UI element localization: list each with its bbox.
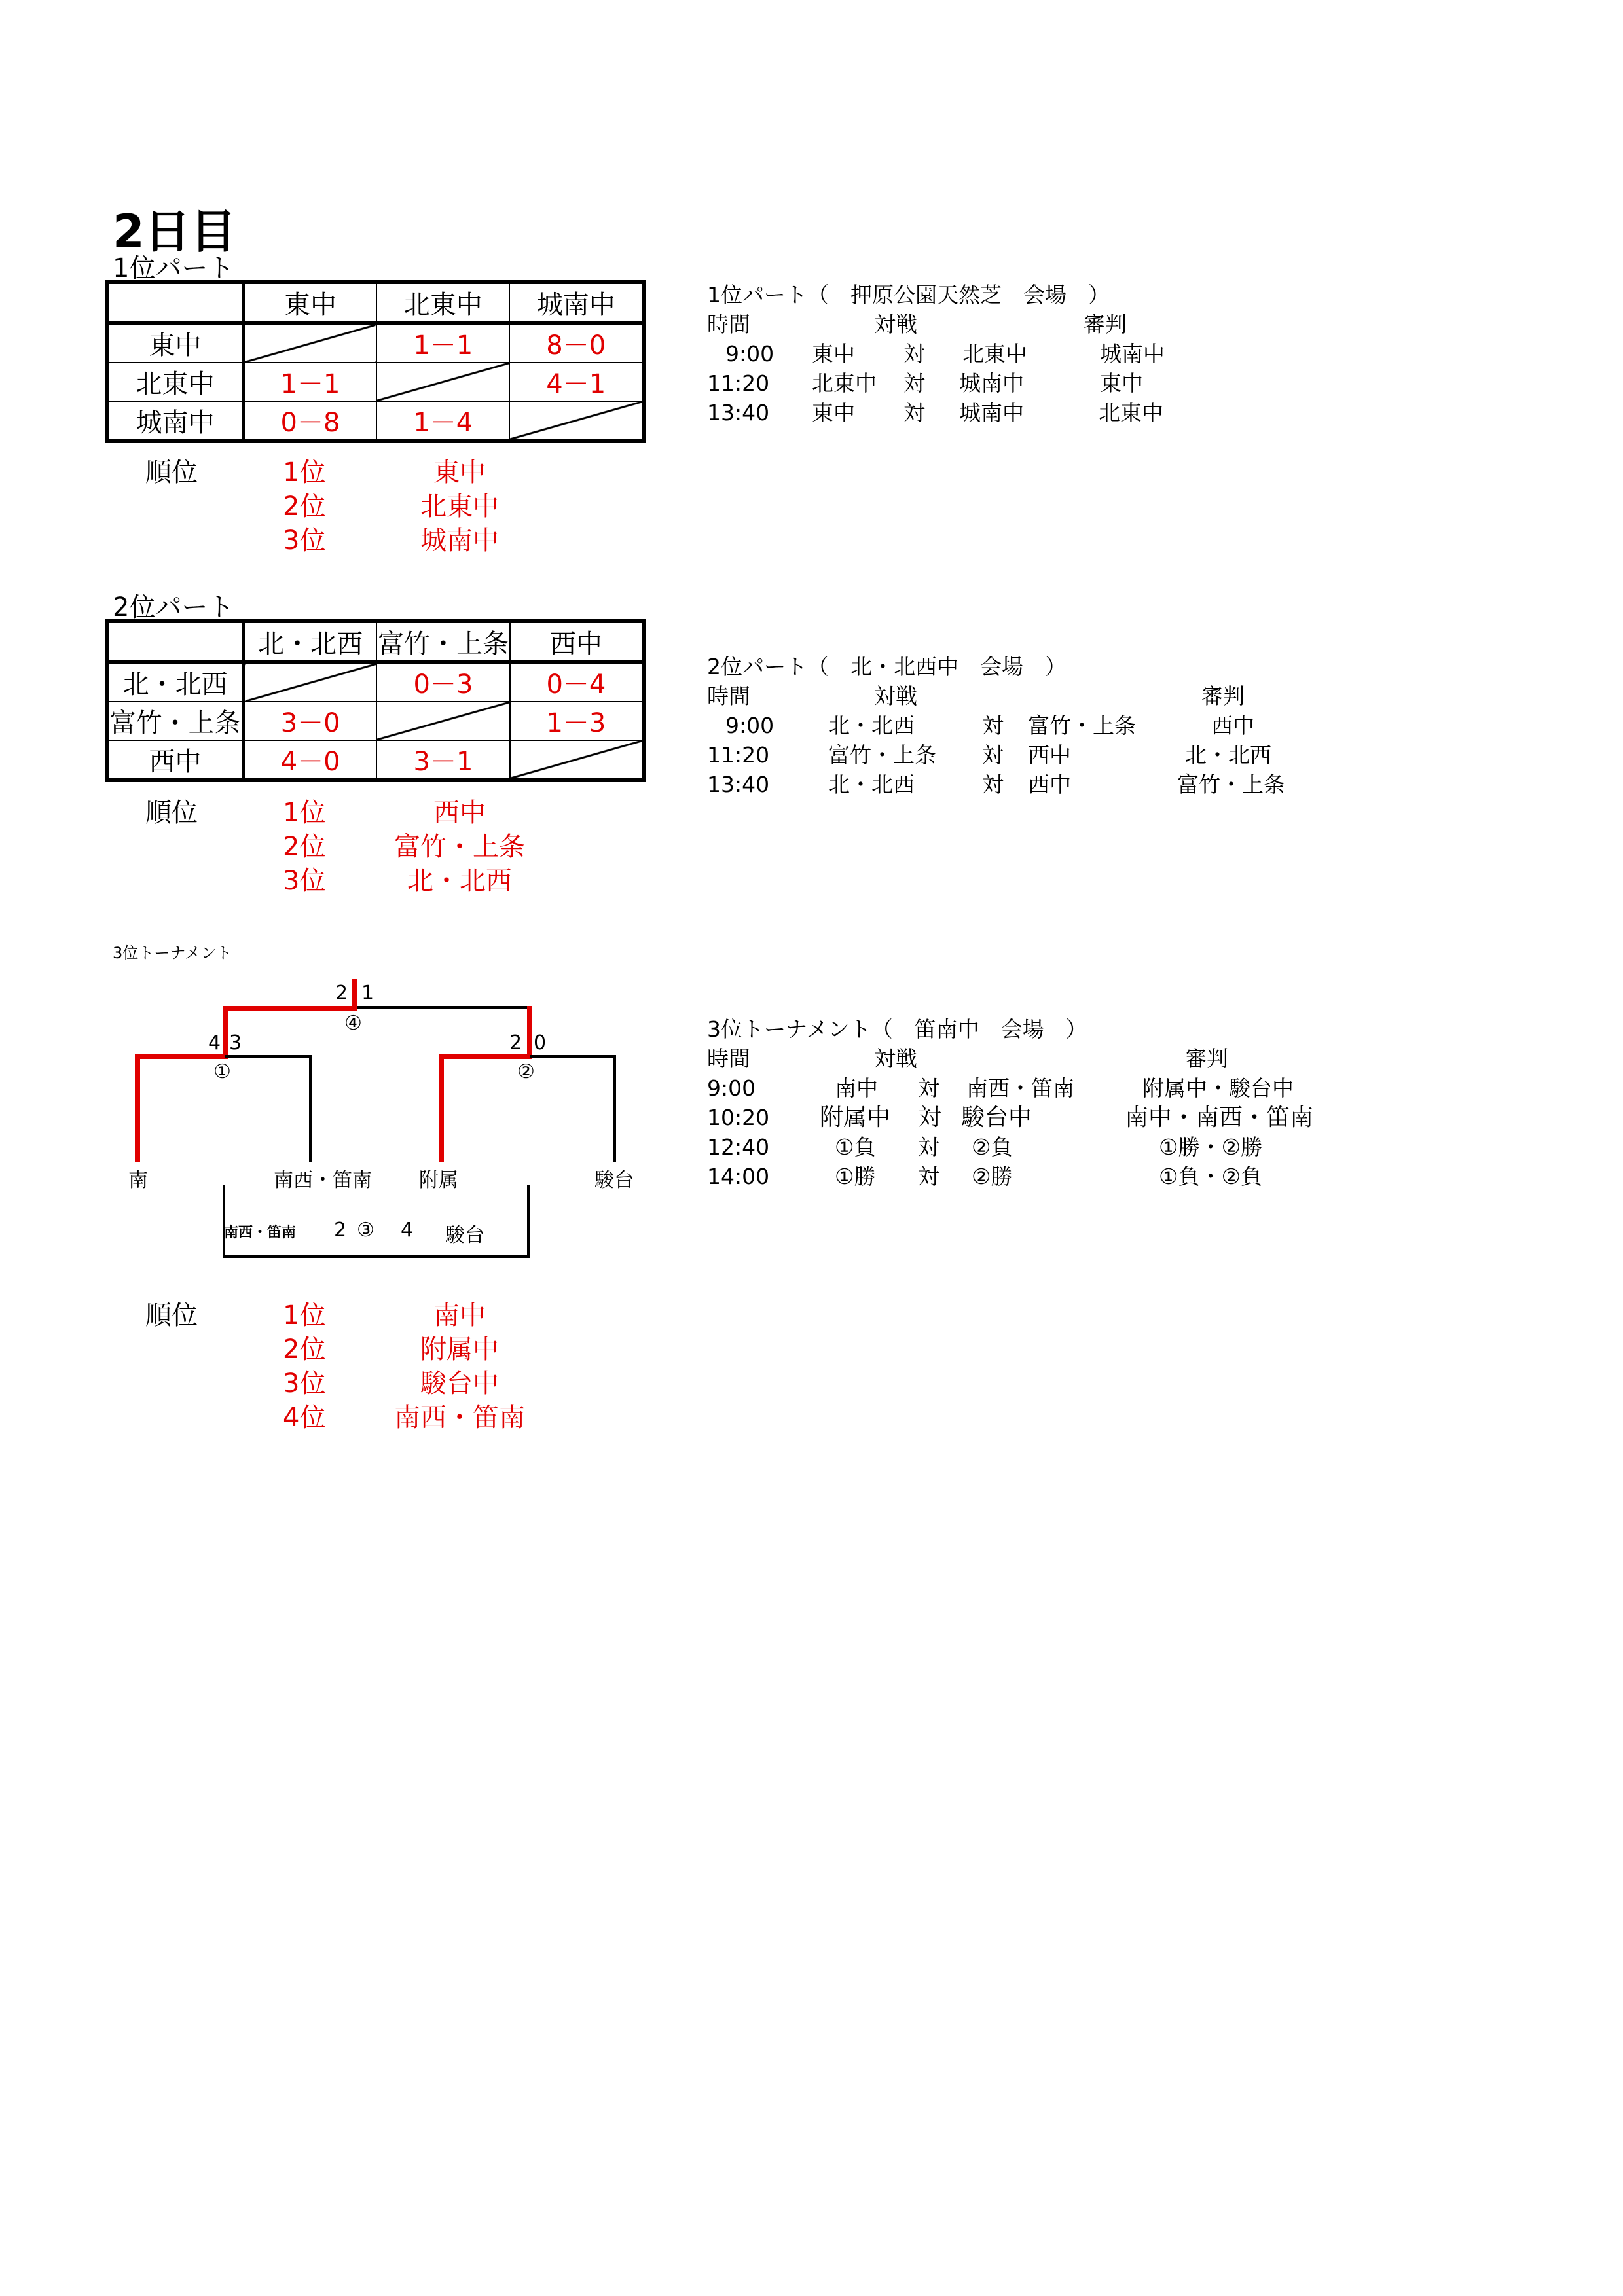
- schedule-col-referee: 審判: [1084, 312, 1127, 337]
- schedule-team-a: ①勝: [835, 1164, 876, 1189]
- part2-ranking: [145, 796, 564, 901]
- schedule-vs: 対: [982, 742, 1004, 768]
- ranking-position: 1位: [283, 457, 326, 488]
- final-score-right: 1: [361, 982, 374, 1005]
- schedule-team-b: ②負: [972, 1134, 1013, 1160]
- schedule-time: 9:00: [707, 1075, 756, 1101]
- part2-results-table: [105, 619, 646, 782]
- schedule-vs: 対: [903, 341, 925, 367]
- ranking-team: 西中: [433, 798, 486, 828]
- ranking-position: 3位: [283, 526, 326, 556]
- table-row: [107, 363, 644, 401]
- ranking-team: 北東中: [420, 492, 499, 522]
- table-row-team: 東中: [107, 323, 243, 363]
- table-score-cell: 0－4: [510, 662, 644, 702]
- bracket-team: 附属: [419, 1169, 458, 1192]
- table-score-cell: 3－0: [244, 702, 377, 740]
- part1-results-table: [105, 280, 646, 443]
- ranking-position: 3位: [283, 1369, 326, 1399]
- table-row: [107, 702, 644, 740]
- ranking-position: 1位: [283, 798, 326, 828]
- schedule-referee: 富竹・上条: [1177, 772, 1285, 797]
- schedule-col-match: 対戦: [874, 1046, 917, 1071]
- ranking-team: 駿台中: [420, 1369, 499, 1399]
- ranking-team: 南西・笛南: [394, 1403, 525, 1433]
- schedule-team-a: 北・北西: [828, 772, 915, 797]
- schedule-time: 11:20: [707, 370, 770, 396]
- ranking-team: 富竹・上条: [394, 832, 525, 862]
- schedule-referee: 西中: [1211, 713, 1254, 738]
- semi1-match-number: ①: [213, 1060, 231, 1083]
- table-diagonal-cell: [243, 323, 376, 363]
- table-header-cell: 富竹・上条: [376, 621, 510, 662]
- schedule-col-time: 時間: [707, 312, 750, 337]
- schedule-vs: 対: [918, 1164, 939, 1189]
- table-row: [107, 401, 644, 441]
- ranking-position: 2位: [283, 1335, 326, 1365]
- schedule-col-referee: 審判: [1185, 1046, 1228, 1071]
- schedule-vs: 対: [982, 713, 1004, 738]
- schedule-team-b: 西中: [1028, 742, 1071, 768]
- table-row-team: 富竹・上条: [107, 702, 244, 740]
- schedule-time: 14:00: [707, 1164, 770, 1189]
- ranking-position: 1位: [283, 1300, 326, 1331]
- third-place-right-team: 駿台: [445, 1224, 484, 1247]
- table-row-team: 城南中: [107, 401, 243, 441]
- table-header-row: [107, 282, 644, 323]
- schedule-vs: 対: [918, 1104, 942, 1131]
- ranking-position: 4位: [283, 1403, 326, 1433]
- part1-ranking: [145, 456, 564, 560]
- table-score-cell: 8－0: [509, 323, 644, 363]
- schedule-team-b: 西中: [1028, 772, 1071, 797]
- table-row-team: 北・北西: [107, 662, 244, 702]
- table-diagonal-cell: [376, 363, 509, 401]
- schedule-team-b: 駿台中: [961, 1104, 1032, 1131]
- table-diagonal-cell: [510, 740, 644, 780]
- table-diagonal-cell: [509, 401, 644, 441]
- part1-schedule: [707, 280, 1362, 437]
- bracket-team: 南: [128, 1169, 148, 1192]
- bracket-winner-line: [439, 1054, 444, 1162]
- schedule-team-a: 北東中: [812, 370, 877, 396]
- semi2-match-number: ②: [517, 1060, 535, 1083]
- bracket-winner-line: [135, 1054, 228, 1059]
- ranking-label: 順位: [145, 1300, 198, 1331]
- schedule-vs: 対: [918, 1075, 939, 1101]
- schedule-col-match: 対戦: [874, 312, 917, 337]
- schedule-heading: 1位パート（ 押原公園天然芝 会場 ）: [707, 282, 1110, 308]
- bracket-team: 駿台: [594, 1169, 634, 1192]
- ranking-label: 順位: [145, 457, 198, 488]
- bracket-line: [309, 1055, 312, 1162]
- schedule-vs: 対: [918, 1134, 939, 1160]
- schedule-team-a: 附属中: [820, 1104, 891, 1131]
- schedule-vs: 対: [903, 370, 925, 396]
- schedule-referee: 南中・南西・笛南: [1125, 1104, 1314, 1131]
- schedule-time: 12:40: [707, 1134, 770, 1160]
- schedule-team-a: 南中: [835, 1075, 878, 1101]
- page-title: 2日目: [113, 205, 236, 259]
- bracket-line: [355, 1006, 532, 1009]
- ranking-team: 東中: [433, 457, 486, 488]
- ranking-team: 北・北西: [407, 866, 512, 896]
- table-row-team: 西中: [107, 740, 244, 780]
- ranking-team: 附属中: [420, 1335, 499, 1365]
- bracket-line: [223, 1255, 530, 1258]
- schedule-team-a: 東中: [812, 400, 855, 425]
- third-place-score-right: 4: [401, 1219, 414, 1242]
- bracket-winner-line: [223, 1006, 357, 1011]
- schedule-heading: 3位トーナメント（ 笛南中 会場 ）: [707, 1016, 1087, 1042]
- schedule-time: 11:20: [707, 742, 770, 768]
- schedule-team-a: ①負: [835, 1134, 876, 1160]
- schedule-time: 13:40: [707, 772, 770, 797]
- table-score-cell: 1－4: [376, 401, 509, 441]
- table-row: [107, 740, 644, 780]
- schedule-vs: 対: [982, 772, 1004, 797]
- schedule-team-a: 東中: [812, 341, 855, 367]
- schedule-vs: 対: [903, 400, 925, 425]
- schedule-col-time: 時間: [707, 683, 750, 709]
- table-header-cell: 城南中: [509, 282, 644, 323]
- schedule-team-b: 富竹・上条: [1028, 713, 1136, 738]
- schedule-col-referee: 審判: [1201, 683, 1245, 709]
- table-score-cell: 3－1: [376, 740, 510, 780]
- schedule-referee: 北東中: [1099, 400, 1163, 425]
- bracket-line: [530, 1055, 616, 1058]
- schedule-referee: 城南中: [1100, 341, 1165, 367]
- table-score-cell: 1－1: [376, 323, 509, 363]
- table-score-cell: 4－0: [244, 740, 377, 780]
- ranking-position: 3位: [283, 866, 326, 896]
- schedule-time: 13:40: [707, 400, 770, 425]
- schedule-team-a: 北・北西: [828, 713, 915, 738]
- final-match-number: ④: [344, 1012, 362, 1035]
- third-place-match-number: ③: [357, 1219, 374, 1242]
- semi1-score-left: 4: [208, 1031, 221, 1054]
- schedule-team-b: 北東中: [962, 341, 1027, 367]
- bracket-winner-line: [439, 1054, 532, 1059]
- schedule-time: 10:20: [707, 1105, 770, 1130]
- ranking-team: 城南中: [420, 526, 499, 556]
- semi2-score-left: 2: [509, 1031, 522, 1054]
- part2-label: 2位パート: [113, 592, 234, 622]
- schedule-col-time: 時間: [707, 1046, 750, 1071]
- schedule-team-b: ②勝: [972, 1164, 1013, 1189]
- schedule-referee: 北・北西: [1185, 742, 1271, 768]
- table-header-cell: 西中: [510, 621, 644, 662]
- table-score-cell: 1－3: [510, 702, 644, 740]
- bracket-winner-line: [223, 1006, 228, 1057]
- table-score-cell: 1－1: [243, 363, 376, 401]
- tournament-schedule: [707, 1014, 1493, 1198]
- schedule-time: 9:00: [725, 713, 775, 738]
- table-diagonal-cell: [376, 702, 510, 740]
- bracket-champion-line: [352, 979, 357, 1009]
- table-score-cell: 0－8: [243, 401, 376, 441]
- ranking-team: 南中: [433, 1300, 486, 1331]
- part1-label: 1位パート: [113, 253, 234, 283]
- table-header-cell: 北・北西: [244, 621, 377, 662]
- tournament-label: 3位トーナメント: [113, 944, 232, 962]
- schedule-team-b: 南西・笛南: [966, 1075, 1074, 1101]
- final-score-left: 2: [335, 982, 348, 1005]
- bracket-line: [225, 1055, 312, 1058]
- schedule-referee: ①負・②負: [1159, 1164, 1263, 1189]
- schedule-heading: 2位パート（ 北・北西中 会場 ）: [707, 654, 1067, 679]
- semi1-score-right: 3: [229, 1031, 242, 1054]
- tournament-ranking: [145, 1299, 564, 1439]
- table-header-cell: 東中: [243, 282, 376, 323]
- schedule-referee: 東中: [1100, 370, 1143, 396]
- table-row: [107, 662, 644, 702]
- ranking-position: 2位: [283, 832, 326, 862]
- table-header-row: [107, 621, 644, 662]
- third-place-left-team: 南西・笛南: [224, 1225, 297, 1241]
- third-place-score-left: 2: [334, 1219, 347, 1242]
- table-score-cell: 0－3: [376, 662, 510, 702]
- table-corner-cell: [107, 621, 244, 662]
- table-corner-cell: [107, 282, 243, 323]
- schedule-col-match: 対戦: [874, 683, 917, 709]
- schedule-referee: 附属中・駿台中: [1142, 1075, 1294, 1101]
- schedule-referee: ①勝・②勝: [1159, 1134, 1263, 1160]
- schedule-team-a: 富竹・上条: [828, 742, 936, 768]
- table-score-cell: 4－1: [509, 363, 644, 401]
- schedule-team-b: 城南中: [959, 370, 1024, 396]
- ranking-position: 2位: [283, 492, 326, 522]
- schedule-time: 9:00: [725, 341, 775, 367]
- bracket-line: [527, 1185, 530, 1258]
- bracket-line: [613, 1055, 616, 1162]
- table-diagonal-cell: [244, 662, 377, 702]
- ranking-label: 順位: [145, 798, 198, 828]
- bracket-winner-line: [527, 1006, 532, 1057]
- bracket-team: 南西・笛南: [274, 1169, 372, 1192]
- bracket-winner-line: [135, 1054, 140, 1162]
- table-row-team: 北東中: [107, 363, 243, 401]
- table-row: [107, 323, 644, 363]
- schedule-team-b: 城南中: [959, 400, 1024, 425]
- part2-schedule: [707, 652, 1427, 809]
- table-header-cell: 北東中: [376, 282, 509, 323]
- semi2-score-right: 0: [534, 1031, 547, 1054]
